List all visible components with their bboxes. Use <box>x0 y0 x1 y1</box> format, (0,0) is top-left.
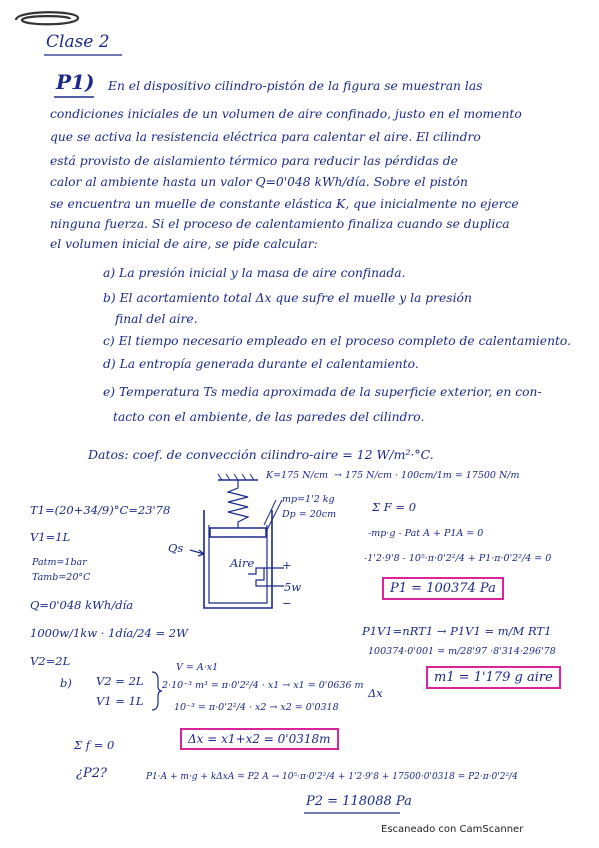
item-a: a) La presión inicial y la masa de aire confinada. <box>103 266 406 280</box>
diagram-k-label: K=175 N/cm <box>266 470 329 481</box>
statement-line-4: está provisto de aislamiento térmico para reducir las pérdidas de <box>50 154 458 168</box>
datos-line: Datos: coef. de convección cilindro-aire = 12 W/m²·°C. <box>88 447 434 462</box>
diagram-power-label: 5w <box>284 580 302 594</box>
mass-eq1: P1V1=nRT1 → P1V1 = m/M RT1 <box>362 624 552 638</box>
note-t1: T1=(20+34/9)°C=23'78 <box>30 503 171 517</box>
result-p2-underline <box>304 810 404 816</box>
note-v1: V1=1L <box>30 530 71 544</box>
balance-eq2: -1'2·9'8 - 10⁵·π·0'2²/4 + P1·π·0'2²/4 = 0 <box>364 553 552 564</box>
part-b-eq-b: 10⁻³ = π·0'2²/4 · x2 → x2 = 0'0318 <box>174 702 339 713</box>
part-b-eq-a: 2·10⁻³ m³ = π·0'2²/4 · x1 → x1 = 0'0636 m <box>162 680 364 691</box>
statement-line-7: ninguna fuerza. Si el proceso de calentamiento finaliza cuando se duplica <box>50 217 510 231</box>
result-dx: Δx = x1+x2 = 0'0318m <box>180 728 339 750</box>
page-title: Clase 2 <box>46 32 110 52</box>
part-b-label: b) <box>60 676 72 690</box>
statement-line-5: calor al ambiente hasta un valor Q=0'048 kWh/día. Sobre el pistón <box>50 175 468 189</box>
note-q: Q=0'048 kWh/día <box>30 598 134 612</box>
problem-label-underline <box>54 94 98 100</box>
paper-clip-icon <box>12 8 82 30</box>
note-v2: V2=2L <box>30 654 71 668</box>
diagram-k-conversion: → 175 N/cm · 100cm/1m = 17500 N/m <box>334 470 520 481</box>
part-b-brace <box>150 670 162 712</box>
part-b-vol-eq: V = A·x1 <box>176 662 219 673</box>
statement-line-1: En el dispositivo cilindro-pistón de la figura se muestran las <box>108 79 483 93</box>
result-m1: m1 = 1'179 g aire <box>426 666 561 689</box>
item-b: b) El acortamiento total Δx que sufre el muelle y la presión <box>103 291 472 305</box>
statement-line-2: condiciones iniciales de un volumen de aire confinado, justo en el momento <box>50 107 522 121</box>
note-patm: Patm=1bar <box>32 557 87 568</box>
diagram-minus: − <box>282 596 292 610</box>
part-b-v1: V1 = 1L <box>96 694 144 708</box>
diagram-qs-label: Qs <box>168 541 184 555</box>
statement-line-8: el volumen inicial de aire, se pide calcular: <box>50 237 318 251</box>
final-question: ¿P2? <box>76 766 107 781</box>
mass-eq2: 100374·0'001 = m/28'97 ·8'314·296'78 <box>368 646 556 657</box>
item-d: d) La entropía generada durante el calentamiento. <box>103 357 419 371</box>
balance-sum: Σ F = 0 <box>372 500 417 514</box>
diagram-dp: Dp = 20cm <box>282 509 337 520</box>
item-e: e) Temperatura Ts media aproximada de la superficie exterior, en con- <box>103 385 542 399</box>
item-b-cont: final del aire. <box>115 312 198 326</box>
scanner-footer: Escaneado con CamScanner <box>381 824 524 835</box>
problem-label: P1) <box>56 70 95 94</box>
statement-line-3: que se activa la resistencia eléctrica para calentar el aire. El cilindro <box>50 130 481 144</box>
diagram-air-label: Aire <box>230 556 255 570</box>
part-b-v2: V2 = 2L <box>96 674 144 688</box>
diagram-mp: mp=1'2 kg <box>282 494 335 505</box>
result-p1: P1 = 100374 Pa <box>382 577 504 600</box>
balance-eq1: -mp·g - Pat A + P1A = 0 <box>368 528 484 539</box>
result-p2: P2 = 118088 Pa <box>306 794 412 809</box>
diagram-plus: + <box>282 558 292 572</box>
note-tamb: Tamb=20°C <box>32 572 91 583</box>
part-b-dx-right: Δx <box>368 686 383 700</box>
statement-line-6: se encuentra un muelle de constante elástica K, que inicialmente no ejerce <box>50 197 519 211</box>
final-eq: P1·A + m·g + kΔxA = P2 A → 10⁵·π·0'2²/4 + 1'2·9'8 + 17500·0'0318 = P2·π·0'2²/4 <box>146 772 518 782</box>
title-underline <box>44 52 124 58</box>
item-c: c) El tiempo necesario empleado en el proceso completo de calentamiento. <box>103 334 572 348</box>
cylinder-piston-diagram <box>180 470 320 620</box>
final-sum: Σ f = 0 <box>74 738 115 752</box>
note-power: 1000w/1kw · 1día/24 = 2W <box>30 626 188 640</box>
item-e-cont: tacto con el ambiente, de las paredes del cilindro. <box>113 410 425 424</box>
